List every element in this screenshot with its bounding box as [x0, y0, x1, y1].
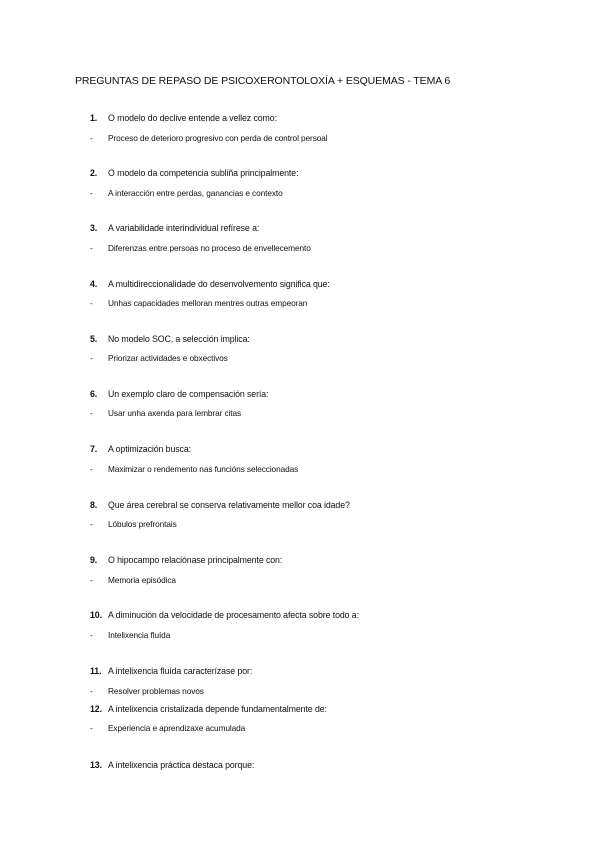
answer-10 [90, 630, 170, 640]
question-text: A variabilidade interindividual refírese a: [108, 223, 260, 233]
answer-bullet: - [90, 408, 93, 418]
answer-text: Experiencia e aprendizaxe acumulada [108, 723, 246, 733]
answer-5 [90, 353, 228, 363]
question-11 [90, 666, 252, 676]
answer-12 [90, 723, 245, 733]
question-13 [90, 760, 254, 770]
answer-text: Usar unha axenda para lembrar citas [108, 408, 242, 418]
question-number: 5. [90, 334, 98, 344]
answer-bullet: - [90, 575, 93, 585]
question-text: Que área cerebral se conserva relativamente mellor coa idade? [108, 500, 350, 510]
answer-bullet: - [90, 686, 93, 696]
question-3 [90, 223, 259, 233]
question-text: A intelixencia fluída caracterízase por: [108, 666, 253, 676]
question-number: 11. [90, 666, 102, 676]
question-text: A multidireccionalidade do desenvolvemento significa que: [108, 279, 330, 289]
question-5 [90, 334, 250, 344]
question-text: A intelixencia cristalizada depende fundamentalmente de: [108, 704, 327, 714]
question-9 [90, 555, 282, 565]
question-number: 1. [90, 113, 98, 123]
answer-bullet: - [90, 353, 93, 363]
answer-text: Unhas capacidades melloran mentres outras empeoran [108, 298, 308, 308]
question-number: 13. [90, 760, 102, 770]
question-4 [90, 279, 330, 289]
question-12 [90, 704, 327, 714]
question-number: 6. [90, 389, 98, 399]
answer-bullet: - [90, 188, 93, 198]
question-number: 8. [90, 500, 98, 510]
answer-text: Maximizar o rendemento nas funcións seleccionadas [108, 464, 299, 474]
answer-text: Memoria episódica [108, 575, 176, 585]
answer-text: Proceso de deterioro progresivo con perda de control persoal [108, 133, 328, 143]
answer-4 [90, 298, 307, 308]
answer-3 [90, 243, 311, 253]
answer-7 [90, 464, 298, 474]
question-6 [90, 389, 268, 399]
answer-8 [90, 519, 177, 529]
question-text: O modelo do declive entende a vellez como: [108, 113, 277, 123]
question-text: A optimización busca: [108, 444, 191, 454]
question-1 [90, 113, 277, 123]
question-text: Un exemplo claro de compensación sería: [108, 389, 269, 399]
answer-bullet: - [90, 133, 93, 143]
answer-text: Lóbulos prefrontais [108, 519, 177, 529]
answer-bullet: - [90, 630, 93, 640]
question-number: 4. [90, 279, 98, 289]
answer-bullet: - [90, 298, 93, 308]
answer-bullet: - [90, 519, 93, 529]
question-number: 12. [90, 704, 102, 714]
answer-text: Resolver problemas novos [108, 686, 204, 696]
question-8 [90, 500, 350, 510]
question-2 [90, 168, 298, 178]
question-number: 7. [90, 444, 98, 454]
answer-11 [90, 686, 204, 696]
question-text: A intelixencia práctica destaca porque: [108, 760, 255, 770]
question-number: 10. [90, 610, 102, 620]
question-7 [90, 444, 191, 454]
answer-1 [90, 133, 328, 143]
question-10 [90, 610, 359, 620]
answer-bullet: - [90, 464, 93, 474]
question-number: 2. [90, 168, 98, 178]
question-text: O modelo da competencia subliña principalmente: [108, 168, 299, 178]
answer-text: Priorizar actividades e obxectivos [108, 353, 228, 363]
question-number: 3. [90, 223, 98, 233]
answer-bullet: - [90, 723, 93, 733]
question-number: 9. [90, 555, 98, 565]
page-title: PREGUNTAS DE REPASO DE PSICOXERONTOLOXÍA + ESQUEMAS - TEMA 6 [75, 75, 451, 87]
answer-9 [90, 575, 176, 585]
question-text: No modelo SOC, a selección implica: [108, 334, 250, 344]
question-text: A diminución da velocidade de procesamento afecta sobre todo a: [108, 610, 359, 620]
question-text: O hipocampo relaciónase principalmente con: [108, 555, 283, 565]
answer-6 [90, 408, 241, 418]
answer-2 [90, 188, 283, 198]
answer-text: Intelixencia fluída [108, 630, 171, 640]
answer-text: A interacción entre perdas, ganancias e contexto [108, 188, 283, 198]
answer-bullet: - [90, 243, 93, 253]
answer-text: Diferenzas entre persoas no proceso de envellecemento [108, 243, 311, 253]
